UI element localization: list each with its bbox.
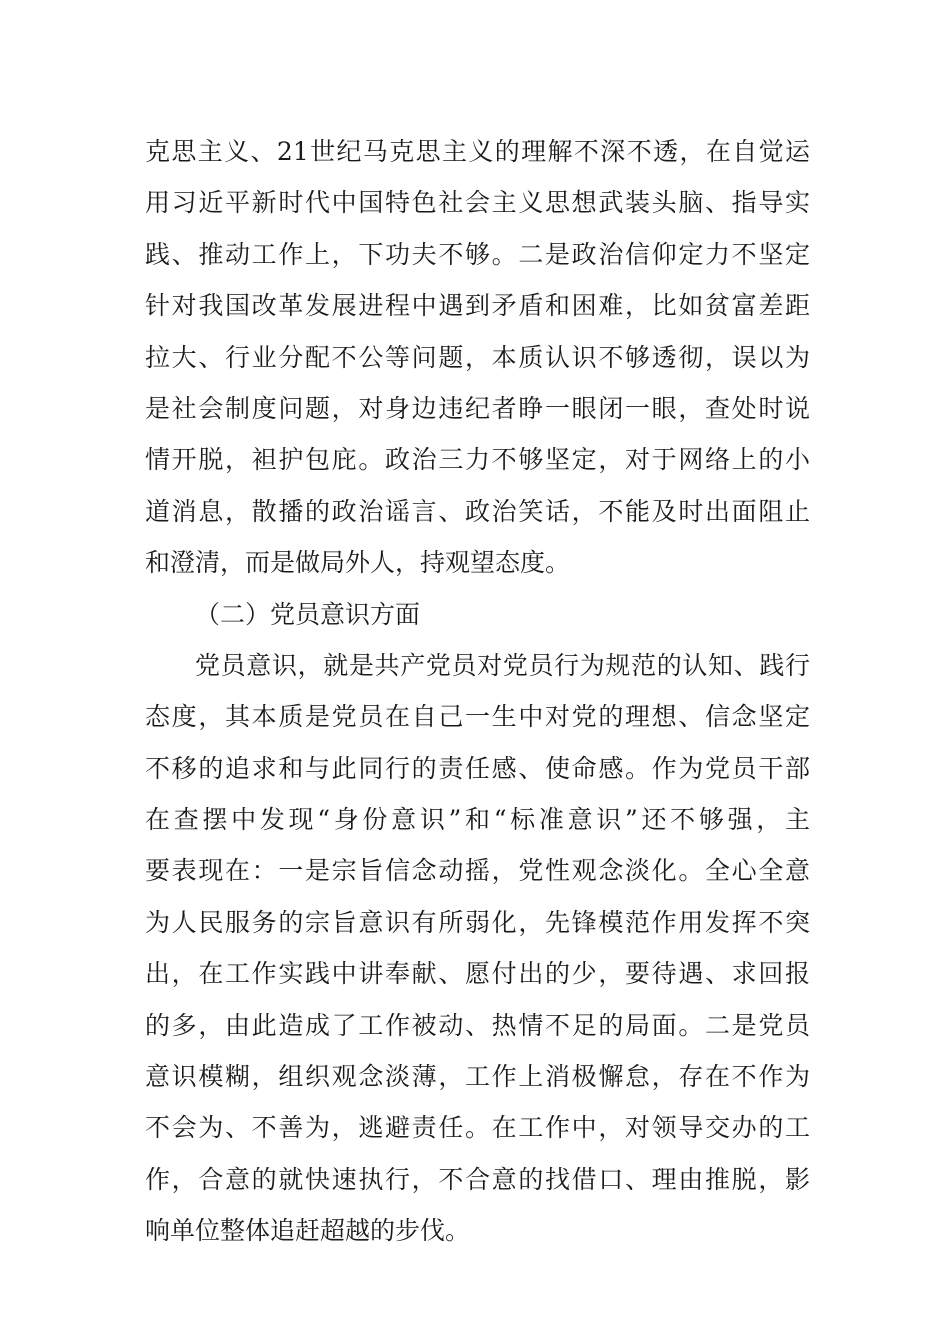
paragraph-party-member-awareness <box>145 640 810 1257</box>
text-line: 态度，其本质是党员在自己一生中对党的理想、信念坚定 <box>145 702 810 732</box>
text-line: 意识模糊，组织观念淡薄，工作上消极懈怠，存在不作为 <box>145 1062 810 1092</box>
text-line: 不移的追求和与此同行的责任感、使命感。作为党员干部 <box>145 753 810 783</box>
document-body <box>145 126 810 1257</box>
text-line: 践、推动工作上，下功夫不够。二是政治信仰定力不坚定 <box>145 239 810 269</box>
text-line: 响单位整体追赶超越的步伐。 <box>145 1216 471 1246</box>
text-line: 出，在工作实践中讲奉献、愿付出的少，要待遇、求回报 <box>145 959 810 989</box>
text-line: 不会为、不善为，逃避责任。在工作中，对领导交办的工 <box>145 1113 810 1143</box>
text-line: 为人民服务的宗旨意识有所弱化，先锋模范作用发挥不突 <box>145 907 810 937</box>
text-line: 情开脱，袒护包庇。政治三力不够坚定，对于网络上的小 <box>145 445 810 475</box>
text-line: 和澄清，而是做局外人，持观望态度。 <box>145 548 571 578</box>
text-line: 在查摆中发现“身份意识”和“标准意识”还不够强，主 <box>145 805 810 835</box>
text-line: 作，合意的就快速执行，不合意的找借口、理由推脱，影 <box>145 1164 810 1194</box>
text-line: 要表现在：一是宗旨信念动摇，党性观念淡化。全心全意 <box>145 856 810 886</box>
text-line: 用习近平新时代中国特色社会主义思想武装头脑、指导实 <box>145 188 810 218</box>
text-line: 是社会制度问题，对身边违纪者睁一眼闭一眼，查处时说 <box>145 393 810 423</box>
text-line: 针对我国改革发展进程中遇到矛盾和困难，比如贫富差距 <box>145 291 810 321</box>
text-line: 拉大、行业分配不公等问题，本质认识不够透彻，误以为 <box>145 342 810 372</box>
text-line: 的多，由此造成了工作被动、热情不足的局面。二是党员 <box>145 1010 810 1040</box>
text-line: 道消息，散播的政治谣言、政治笑话，不能及时出面阻止 <box>145 496 810 526</box>
paragraph-political-awareness <box>145 126 810 589</box>
text-line: 党员意识，就是共产党员对党员行为规范的认知、践行 <box>195 650 810 680</box>
text-line: 克思主义、21世纪马克思主义的理解不深不透，在自觉运 <box>145 137 810 166</box>
section-heading: （二）党员意识方面 <box>195 599 421 629</box>
